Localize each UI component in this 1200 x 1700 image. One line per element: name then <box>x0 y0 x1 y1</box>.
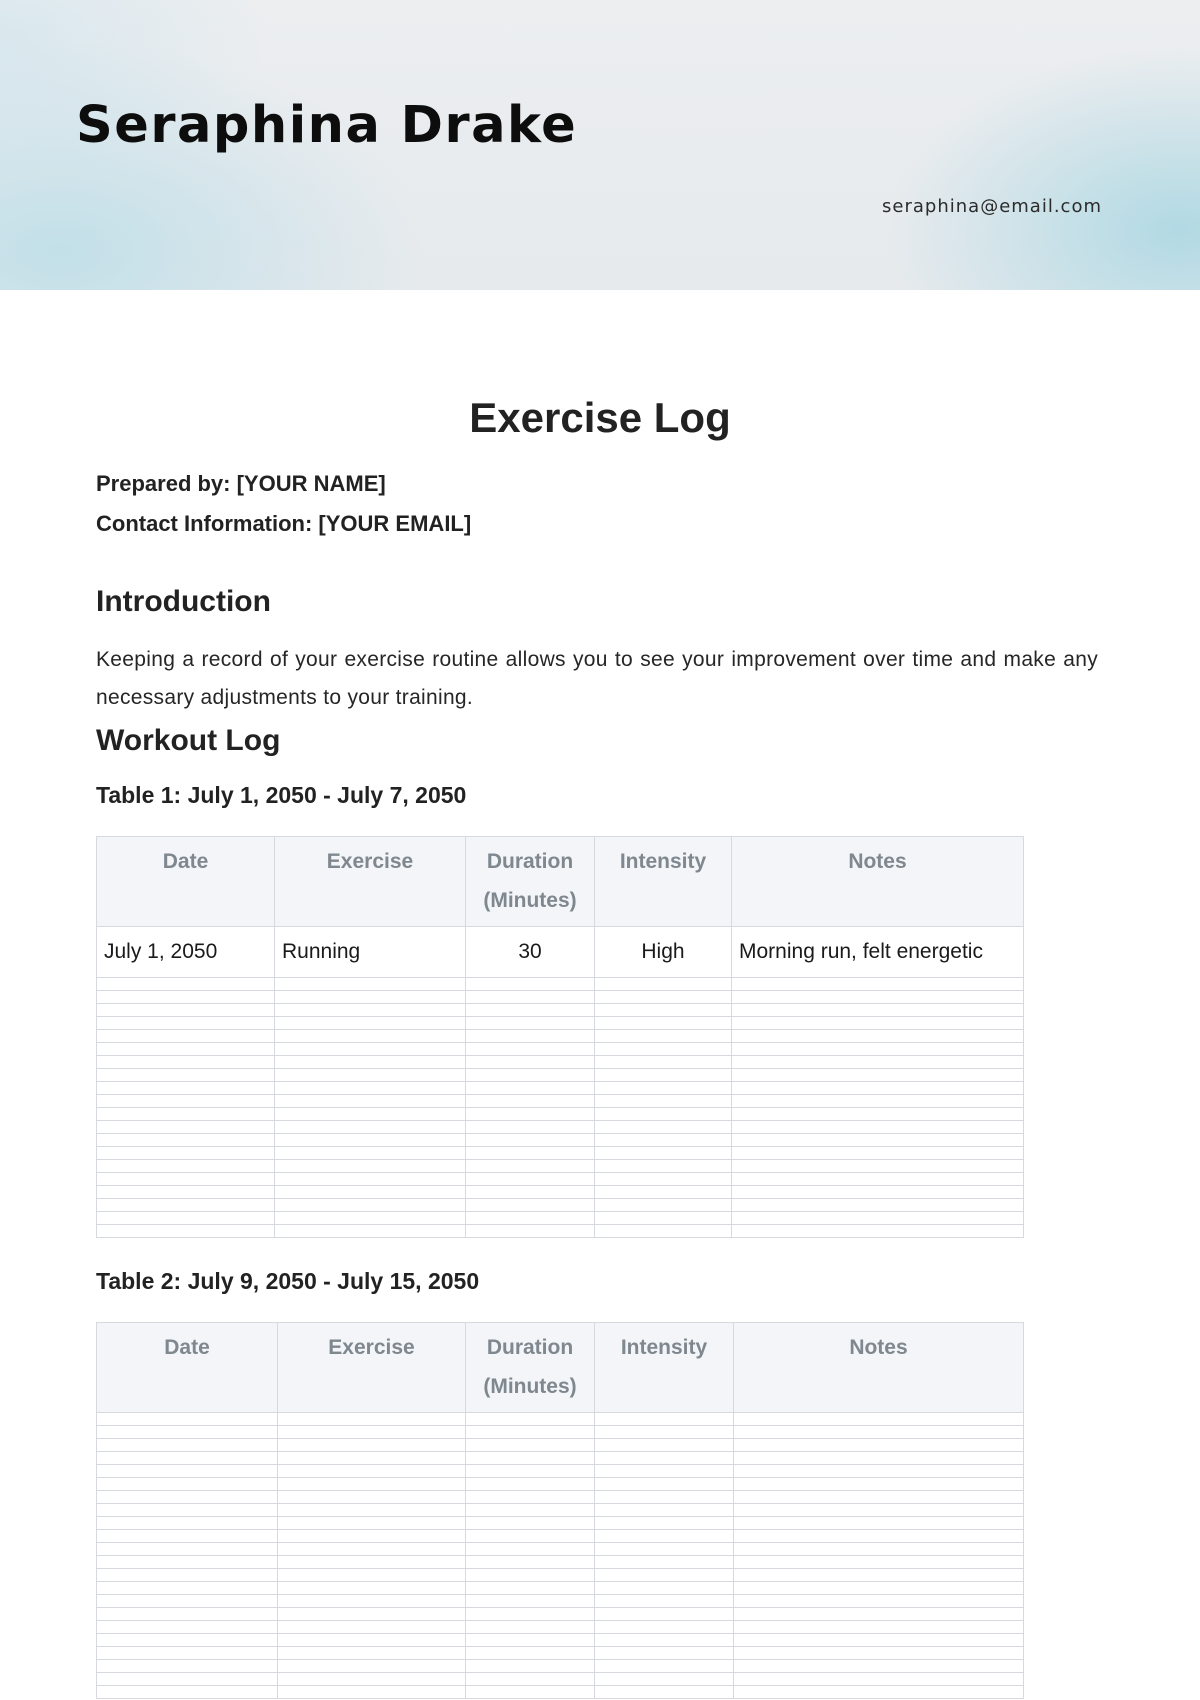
table-row-empty <box>97 1147 1024 1160</box>
cell-duration-empty[interactable] <box>466 1160 595 1173</box>
table-row-empty <box>97 991 1024 1004</box>
cell-exercise-empty[interactable] <box>275 1134 466 1147</box>
cell-intensity-empty[interactable] <box>595 1530 734 1543</box>
page-title: Exercise Log <box>469 394 731 441</box>
cell-intensity-empty[interactable] <box>595 1108 732 1121</box>
cell-notes-empty[interactable] <box>732 1069 1024 1082</box>
cell-notes-empty[interactable] <box>734 1465 1024 1478</box>
cell-intensity-empty[interactable] <box>595 1556 734 1569</box>
table-row-empty <box>97 1673 1024 1686</box>
cell-exercise-empty[interactable] <box>278 1647 466 1660</box>
cell-duration-empty[interactable] <box>466 1660 595 1673</box>
cell-exercise-empty[interactable] <box>278 1543 466 1556</box>
table-row-empty <box>97 1686 1024 1699</box>
cell-exercise-empty[interactable] <box>275 1004 466 1017</box>
cell-notes[interactable]: Morning run, felt energetic <box>732 927 1024 978</box>
cell-exercise[interactable]: Running <box>275 927 466 978</box>
cell-duration-empty[interactable] <box>466 1673 595 1686</box>
cell-duration-empty[interactable] <box>466 1530 595 1543</box>
cell-exercise-empty[interactable] <box>278 1582 466 1595</box>
cell-duration-empty[interactable] <box>466 1439 595 1452</box>
cell-date-empty[interactable] <box>97 1186 275 1199</box>
cell-intensity-empty[interactable] <box>595 1030 732 1043</box>
cell-intensity-empty[interactable] <box>595 1121 732 1134</box>
cell-exercise-empty[interactable] <box>275 1147 466 1160</box>
cell-duration-empty[interactable] <box>466 1082 595 1095</box>
cell-duration-empty[interactable] <box>466 1056 595 1069</box>
cell-notes-empty[interactable] <box>734 1621 1024 1634</box>
cell-date-empty[interactable] <box>97 1478 278 1491</box>
cell-date-empty[interactable] <box>97 1569 278 1582</box>
table-row-empty <box>97 1082 1024 1095</box>
cell-notes-empty[interactable] <box>734 1426 1024 1439</box>
cell-notes-empty[interactable] <box>734 1608 1024 1621</box>
table-row-empty <box>97 1478 1024 1491</box>
cell-exercise-empty[interactable] <box>278 1478 466 1491</box>
cell-duration-empty[interactable] <box>466 1517 595 1530</box>
cell-exercise-empty[interactable] <box>278 1452 466 1465</box>
table-row-empty <box>97 1069 1024 1082</box>
cell-exercise-empty[interactable] <box>278 1686 466 1699</box>
cell-notes-empty[interactable] <box>734 1660 1024 1673</box>
cell-date-empty[interactable] <box>97 1121 275 1134</box>
table-row-empty <box>97 1043 1024 1056</box>
cell-exercise-empty[interactable] <box>275 1030 466 1043</box>
cell-duration-empty[interactable] <box>466 1173 595 1186</box>
cell-intensity-empty[interactable] <box>595 1095 732 1108</box>
cell-duration-empty[interactable] <box>466 1543 595 1556</box>
cell-notes-empty[interactable] <box>734 1582 1024 1595</box>
table-row-empty <box>97 1647 1024 1660</box>
cell-intensity[interactable]: High <box>595 927 732 978</box>
cell-notes-empty[interactable] <box>732 1004 1024 1017</box>
cell-notes-empty[interactable] <box>734 1634 1024 1647</box>
cell-intensity-empty[interactable] <box>595 1517 734 1530</box>
cell-date-empty[interactable] <box>97 1673 278 1686</box>
cell-notes-empty[interactable] <box>734 1673 1024 1686</box>
cell-exercise-empty[interactable] <box>278 1569 466 1582</box>
cell-intensity-empty[interactable] <box>595 1569 734 1582</box>
cell-exercise-empty[interactable] <box>278 1530 466 1543</box>
table-row-empty <box>97 1634 1024 1647</box>
cell-duration-empty[interactable] <box>466 978 595 991</box>
cell-duration-empty[interactable] <box>466 1465 595 1478</box>
cell-duration-empty[interactable] <box>466 991 595 1004</box>
cell-date-empty[interactable] <box>97 1582 278 1595</box>
cell-intensity-empty[interactable] <box>595 1660 734 1673</box>
cell-date-empty[interactable] <box>97 1212 275 1225</box>
cell-date-empty[interactable] <box>97 1147 275 1160</box>
cell-intensity-empty[interactable] <box>595 991 732 1004</box>
cell-intensity-empty[interactable] <box>595 1199 732 1212</box>
cell-intensity-empty[interactable] <box>595 1426 734 1439</box>
table-row-empty <box>97 1426 1024 1439</box>
cell-notes-empty[interactable] <box>734 1569 1024 1582</box>
cell-intensity-empty[interactable] <box>595 1186 732 1199</box>
cell-notes-empty[interactable] <box>732 1147 1024 1160</box>
cell-duration-empty[interactable] <box>466 1017 595 1030</box>
table-row-empty <box>97 1569 1024 1582</box>
column-header-exercise: Exercise <box>275 837 466 927</box>
table-row-empty <box>97 1134 1024 1147</box>
cell-exercise-empty[interactable] <box>278 1660 466 1673</box>
cell-duration-empty[interactable] <box>466 1095 595 1108</box>
cell-duration-empty[interactable] <box>466 1108 595 1121</box>
table-row-empty <box>97 1452 1024 1465</box>
cell-notes-empty[interactable] <box>732 1225 1024 1238</box>
table-row-empty <box>97 1517 1024 1530</box>
cell-exercise-empty[interactable] <box>278 1491 466 1504</box>
cell-duration-empty[interactable] <box>466 1004 595 1017</box>
table-row-empty <box>97 1413 1024 1426</box>
cell-intensity-empty[interactable] <box>595 1452 734 1465</box>
cell-notes-empty[interactable] <box>734 1478 1024 1491</box>
cell-notes-empty[interactable] <box>734 1647 1024 1660</box>
cell-notes-empty[interactable] <box>732 1121 1024 1134</box>
cell-exercise-empty[interactable] <box>275 1095 466 1108</box>
cell-exercise-empty[interactable] <box>278 1439 466 1452</box>
cell-exercise-empty[interactable] <box>275 1186 466 1199</box>
cell-date-empty[interactable] <box>97 1199 275 1212</box>
cell-exercise-empty[interactable] <box>275 1082 466 1095</box>
cell-duration-empty[interactable] <box>466 1121 595 1134</box>
cell-notes-empty[interactable] <box>732 1173 1024 1186</box>
table-row-empty <box>97 1186 1024 1199</box>
cell-duration-empty[interactable] <box>466 1186 595 1199</box>
cell-intensity-empty[interactable] <box>595 1225 732 1238</box>
table-row-empty <box>97 1173 1024 1186</box>
cell-intensity-empty[interactable] <box>595 1413 734 1426</box>
cell-date-empty[interactable] <box>97 1465 278 1478</box>
column-header-exercise: Exercise <box>278 1323 466 1413</box>
cell-date-empty[interactable] <box>97 1017 275 1030</box>
column-header-date: Date <box>97 837 275 927</box>
cell-notes-empty[interactable] <box>732 1017 1024 1030</box>
cell-intensity-empty[interactable] <box>595 978 732 991</box>
table-row-empty <box>97 1199 1024 1212</box>
cell-intensity-empty[interactable] <box>595 1173 732 1186</box>
cell-notes-empty[interactable] <box>734 1686 1024 1699</box>
column-header-intensity: Intensity <box>595 837 732 927</box>
cell-intensity-empty[interactable] <box>595 1004 732 1017</box>
cell-notes-empty[interactable] <box>732 1108 1024 1121</box>
cell-intensity-empty[interactable] <box>595 1686 734 1699</box>
cell-date-empty[interactable] <box>97 1056 275 1069</box>
cell-exercise-empty[interactable] <box>275 1173 466 1186</box>
cell-exercise-empty[interactable] <box>278 1465 466 1478</box>
cell-duration-empty[interactable] <box>466 1582 595 1595</box>
cell-date-empty[interactable] <box>97 1043 275 1056</box>
cell-date-empty[interactable] <box>97 1452 278 1465</box>
cell-date-empty[interactable] <box>97 1517 278 1530</box>
cell-intensity-empty[interactable] <box>595 1543 734 1556</box>
table-row-empty <box>97 1030 1024 1043</box>
table-row-empty <box>97 1465 1024 1478</box>
introduction-text: Keeping a record of your exercise routine allows you to see your improvement over time and make any necessary adjustments to your training. <box>96 648 1098 709</box>
table-row-empty <box>97 1439 1024 1452</box>
workout-log-heading: Workout Log <box>96 724 281 757</box>
column-header-duration: Duration (Minutes) <box>466 837 595 927</box>
cell-exercise-empty[interactable] <box>278 1517 466 1530</box>
cell-intensity-empty[interactable] <box>595 1069 732 1082</box>
cell-exercise-empty[interactable] <box>275 1043 466 1056</box>
table-header-row <box>97 1323 1024 1413</box>
cell-date-empty[interactable] <box>97 1069 275 1082</box>
cell-intensity-empty[interactable] <box>595 1595 734 1608</box>
cell-duration-empty[interactable] <box>466 1621 595 1634</box>
cell-intensity-empty[interactable] <box>595 1582 734 1595</box>
cell-date-empty[interactable] <box>97 1621 278 1634</box>
cell-notes-empty[interactable] <box>734 1595 1024 1608</box>
cell-notes-empty[interactable] <box>734 1556 1024 1569</box>
workout-table-1 <box>96 836 1024 1238</box>
cell-notes-empty[interactable] <box>732 1199 1024 1212</box>
cell-intensity-empty[interactable] <box>595 1160 732 1173</box>
cell-exercise-empty[interactable] <box>278 1413 466 1426</box>
cell-duration-empty[interactable] <box>466 1647 595 1660</box>
table-row-empty <box>97 1530 1024 1543</box>
cell-intensity-empty[interactable] <box>595 1608 734 1621</box>
cell-notes-empty[interactable] <box>734 1413 1024 1426</box>
cell-intensity-empty[interactable] <box>595 1465 734 1478</box>
cell-intensity-empty[interactable] <box>595 1212 732 1225</box>
cell-notes-empty[interactable] <box>732 1134 1024 1147</box>
cell-exercise-empty[interactable] <box>278 1608 466 1621</box>
cell-duration-empty[interactable] <box>466 1478 595 1491</box>
cell-duration-empty[interactable] <box>466 1569 595 1582</box>
cell-exercise-empty[interactable] <box>275 1108 466 1121</box>
cell-notes-empty[interactable] <box>732 1056 1024 1069</box>
cell-intensity-empty[interactable] <box>595 1491 734 1504</box>
cell-date-empty[interactable] <box>97 1543 278 1556</box>
cell-date-empty[interactable] <box>97 1491 278 1504</box>
cell-exercise-empty[interactable] <box>275 978 466 991</box>
cell-notes-empty[interactable] <box>734 1530 1024 1543</box>
cell-date-empty[interactable] <box>97 978 275 991</box>
table-row-empty <box>97 1556 1024 1569</box>
table-row-empty <box>97 1543 1024 1556</box>
cell-duration-empty[interactable] <box>466 1043 595 1056</box>
table-row <box>97 927 1024 978</box>
cell-exercise-empty[interactable] <box>275 1056 466 1069</box>
cell-notes-empty[interactable] <box>734 1491 1024 1504</box>
cell-intensity-empty[interactable] <box>595 1439 734 1452</box>
cell-notes-empty[interactable] <box>734 1439 1024 1452</box>
cell-date-empty[interactable] <box>97 1556 278 1569</box>
prepared-by: Prepared by: [YOUR NAME] <box>96 471 386 496</box>
cell-duration-empty[interactable] <box>466 1491 595 1504</box>
cell-notes-empty[interactable] <box>732 991 1024 1004</box>
cell-date-empty[interactable] <box>97 1426 278 1439</box>
cell-duration-empty[interactable] <box>466 1504 595 1517</box>
cell-intensity-empty[interactable] <box>595 1056 732 1069</box>
table-row-empty <box>97 1491 1024 1504</box>
author-name: Seraphina Drake <box>76 96 578 155</box>
cell-exercise-empty[interactable] <box>278 1621 466 1634</box>
cell-notes-empty[interactable] <box>732 1186 1024 1199</box>
cell-notes-empty[interactable] <box>734 1517 1024 1530</box>
cell-notes-empty[interactable] <box>732 1030 1024 1043</box>
table-row-empty <box>97 1608 1024 1621</box>
cell-duration-empty[interactable] <box>466 1199 595 1212</box>
cell-date-empty[interactable] <box>97 1160 275 1173</box>
cell-duration-empty[interactable] <box>466 1147 595 1160</box>
cell-date-empty[interactable] <box>97 1504 278 1517</box>
cell-exercise-empty[interactable] <box>275 1069 466 1082</box>
cell-date-empty[interactable] <box>97 1082 275 1095</box>
column-header-date: Date <box>97 1323 278 1413</box>
cell-duration-empty[interactable] <box>466 1413 595 1426</box>
cell-date-empty[interactable] <box>97 1225 275 1238</box>
cell-duration-empty[interactable] <box>466 1069 595 1082</box>
cell-date-empty[interactable] <box>97 1095 275 1108</box>
table-row-empty <box>97 1595 1024 1608</box>
table-row-empty <box>97 1095 1024 1108</box>
cell-notes-empty[interactable] <box>734 1452 1024 1465</box>
cell-exercise-empty[interactable] <box>275 1225 466 1238</box>
table-row-empty <box>97 1108 1024 1121</box>
cell-exercise-empty[interactable] <box>278 1556 466 1569</box>
workout-table-2 <box>96 1322 1024 1699</box>
cell-notes-empty[interactable] <box>732 1212 1024 1225</box>
cell-notes-empty[interactable] <box>732 978 1024 991</box>
table-row-empty <box>97 1225 1024 1238</box>
cell-notes-empty[interactable] <box>732 1160 1024 1173</box>
cell-intensity-empty[interactable] <box>595 1621 734 1634</box>
table-row-empty <box>97 1504 1024 1517</box>
cell-duration-empty[interactable] <box>466 1452 595 1465</box>
cell-duration-empty[interactable] <box>466 1426 595 1439</box>
cell-intensity-empty[interactable] <box>595 1082 732 1095</box>
cell-exercise-empty[interactable] <box>275 1160 466 1173</box>
header-banner <box>0 0 1200 290</box>
cell-notes-empty[interactable] <box>732 1095 1024 1108</box>
cell-intensity-empty[interactable] <box>595 1134 732 1147</box>
cell-date-empty[interactable] <box>97 1134 275 1147</box>
column-header-duration: Duration (Minutes) <box>466 1323 595 1413</box>
table-row-empty <box>97 1212 1024 1225</box>
cell-date-empty[interactable] <box>97 1004 275 1017</box>
cell-intensity-empty[interactable] <box>595 1017 732 1030</box>
cell-date-empty[interactable] <box>97 1439 278 1452</box>
cell-date[interactable]: July 1, 2050 <box>97 927 275 978</box>
cell-intensity-empty[interactable] <box>595 1043 732 1056</box>
cell-notes-empty[interactable] <box>732 1043 1024 1056</box>
cell-intensity-empty[interactable] <box>595 1647 734 1660</box>
table-row-empty <box>97 1582 1024 1595</box>
column-header-notes: Notes <box>732 837 1024 927</box>
table-row-empty <box>97 1017 1024 1030</box>
cell-duration-empty[interactable] <box>466 1595 595 1608</box>
table-row-empty <box>97 1160 1024 1173</box>
cell-exercise-empty[interactable] <box>278 1673 466 1686</box>
table-row-empty <box>97 1621 1024 1634</box>
cell-duration-empty[interactable] <box>466 1030 595 1043</box>
cell-date-empty[interactable] <box>97 1647 278 1660</box>
cell-exercise-empty[interactable] <box>275 1212 466 1225</box>
contact-information: Contact Information: [YOUR EMAIL] <box>96 511 472 536</box>
cell-notes-empty[interactable] <box>734 1504 1024 1517</box>
cell-date-empty[interactable] <box>97 1660 278 1673</box>
table1-caption: Table 1: July 1, 2050 - July 7, 2050 <box>96 782 467 808</box>
table-row-empty <box>97 1660 1024 1673</box>
cell-intensity-empty[interactable] <box>595 1673 734 1686</box>
cell-notes-empty[interactable] <box>732 1082 1024 1095</box>
cell-intensity-empty[interactable] <box>595 1478 734 1491</box>
cell-intensity-empty[interactable] <box>595 1504 734 1517</box>
cell-date-empty[interactable] <box>97 1608 278 1621</box>
author-email: seraphina@email.com <box>882 196 1102 217</box>
cell-duration-empty[interactable] <box>466 1634 595 1647</box>
table-row-empty <box>97 1056 1024 1069</box>
cell-intensity-empty[interactable] <box>595 1634 734 1647</box>
cell-duration-empty[interactable] <box>466 1225 595 1238</box>
cell-exercise-empty[interactable] <box>278 1504 466 1517</box>
cell-date-empty[interactable] <box>97 1530 278 1543</box>
cell-date-empty[interactable] <box>97 1108 275 1121</box>
introduction-heading: Introduction <box>96 585 271 618</box>
cell-exercise-empty[interactable] <box>275 1017 466 1030</box>
cell-date-empty[interactable] <box>97 1030 275 1043</box>
column-header-intensity: Intensity <box>595 1323 734 1413</box>
cell-duration-empty[interactable] <box>466 1556 595 1569</box>
cell-exercise-empty[interactable] <box>275 1121 466 1134</box>
table-header-row <box>97 837 1024 927</box>
cell-exercise-empty[interactable] <box>278 1426 466 1439</box>
cell-date-empty[interactable] <box>97 1173 275 1186</box>
cell-duration-empty[interactable] <box>466 1608 595 1621</box>
cell-date-empty[interactable] <box>97 1686 278 1699</box>
column-header-notes: Notes <box>734 1323 1024 1413</box>
cell-exercise-empty[interactable] <box>275 1199 466 1212</box>
table-row-empty <box>97 1121 1024 1134</box>
table2-caption: Table 2: July 9, 2050 - July 15, 2050 <box>96 1268 480 1294</box>
cell-duration-empty[interactable] <box>466 1134 595 1147</box>
cell-exercise-empty[interactable] <box>278 1634 466 1647</box>
cell-exercise-empty[interactable] <box>278 1595 466 1608</box>
table-row-empty <box>97 978 1024 991</box>
cell-date-empty[interactable] <box>97 1413 278 1426</box>
cell-date-empty[interactable] <box>97 991 275 1004</box>
cell-date-empty[interactable] <box>97 1595 278 1608</box>
cell-exercise-empty[interactable] <box>275 991 466 1004</box>
cell-notes-empty[interactable] <box>734 1543 1024 1556</box>
cell-duration-empty[interactable] <box>466 1686 595 1699</box>
cell-duration-empty[interactable] <box>466 1212 595 1225</box>
cell-date-empty[interactable] <box>97 1634 278 1647</box>
table-row-empty <box>97 1004 1024 1017</box>
cell-duration[interactable]: 30 <box>466 927 595 978</box>
cell-intensity-empty[interactable] <box>595 1147 732 1160</box>
